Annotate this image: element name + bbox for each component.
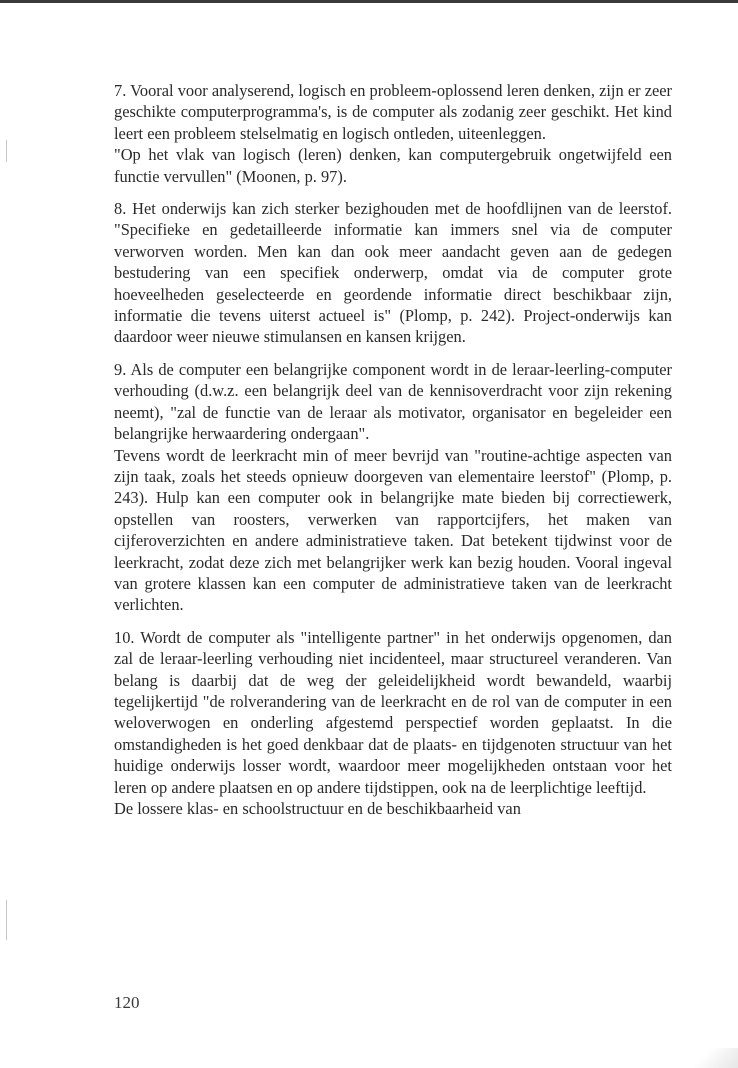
paragraph-9-continued: Tevens wordt de leerkracht min of meer bevrijd van "routine-achtige aspecten van zijn taak, zoals het steeds opnieuw doorgeven van elementaire leerstof" (Plomp, p. 243). Hulp kan een computer ook in belangrijke mate bieden bij correctiewerk, opstellen van roosters, verwerken van rapportcijfers, het maken van cijferoverzichten en andere administratieve taken. Dat betekent tijdwinst voor de leerkracht, zodat deze zich met belangrijker werk kan bezig houden. Vooral ingeval van grotere klassen kan een computer de administratieve taken van de leerkracht verlichten. bbox=[114, 445, 672, 615]
scan-corner-shadow bbox=[678, 1048, 738, 1068]
paragraph-continuation: De lossere klas- en schoolstructuur en de beschikbaarheid van bbox=[114, 799, 521, 818]
page-body bbox=[114, 80, 672, 819]
paragraph-7-quote: "Op het vlak van logisch (leren) denken, kan computergebruik ongetwijfeld een functie vervullen" (Moonen, p. 97). bbox=[114, 145, 672, 186]
scan-margin-mark bbox=[6, 900, 7, 940]
scan-margin-mark bbox=[6, 140, 7, 162]
paragraph-8: 8. Het onderwijs kan zich sterker bezighouden met de hoofdlijnen van de leerstof. "Specifieke en gedetailleerde informatie kan immers snel via de computer verworven worden. Men kan dan ook meer aandacht geven aan de gedegen bestudering van een specifiek onderwerp, omdat via de computer grote hoeveelheden geselecteerde en geordende informatie direct beschikbaar zijn, informatie die tevens uiterst actueel is" (Plomp, p. 242). Project-onderwijs kan daardoor weer nieuwe stimulansen en kansen krijgen. bbox=[114, 199, 672, 347]
top-edge-rule bbox=[0, 0, 738, 3]
paragraph-7: 7. Vooral voor analyserend, logisch en probleem-oplossend leren denken, zijn er zeer geschikte computerprogramma's, is de computer als zodanig zeer geschikt. Het kind leert een probleem stelselmatig en logisch ontleden, uiteenleggen. bbox=[114, 81, 672, 143]
paragraph-10: 10. Wordt de computer als "intelligente partner" in het onderwijs opgenomen, dan zal de leraar-leerling verhouding niet incidenteel, maar structureel veranderen. Van belang is daarbij dat de weg der geleidelijkheid wordt bewandeld, waarbij tegelijkertijd "de rolverandering van de leerkracht en de rol van de computer in een weloverwogen en onderling afgestemd perspectief worden geplaatst. In die omstandigheden is het goed denkbaar dat de plaats- en tijdgenoten structuur van het huidige onderwijs losser wordt, waardoor meer mogelijkheden ontstaan voor het leren op andere plaatsen en op andere tijdstippen, ook na de leerplichtige leeftijd. bbox=[114, 627, 672, 797]
page-number: 120 bbox=[114, 993, 140, 1012]
paragraph-9: 9. Als de computer een belangrijke component wordt in de leraar-leerling-computer verhouding (d.w.z. een belangrijk deel van de kennisoverdracht voor zijn rekening neemt), "zal de functie van de leraar als motivator, organisator en begeleider een belangrijke herwaardering ondergaan". bbox=[114, 359, 672, 444]
